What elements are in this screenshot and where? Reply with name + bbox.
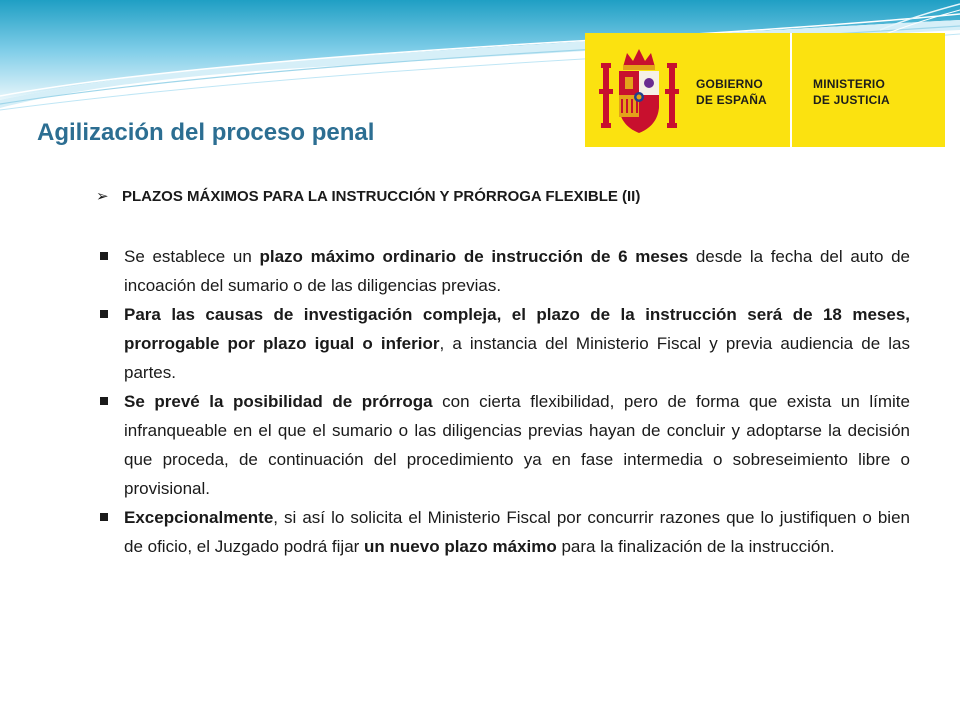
bullet-bold-1: Para las causas de investigación compleja, el plazo de la instrucción será de 18 meses, prorrogable por plazo igual o inferior [124,305,910,353]
logo-gobierno-text [696,76,767,108]
section-heading [96,187,916,205]
arrow-bullet-icon: ➢ [96,188,109,205]
list-item [100,503,910,561]
bullet-bold-1: Se prevé la posibilidad de prórroga [124,392,433,411]
bullet-text-1: , a instancia del Ministerio Fiscal y previa audiencia de las partes. [124,334,911,382]
bullet-list [100,242,910,561]
logo-ministerio-line1: MINISTERIO [813,77,886,91]
logo-divider [790,33,792,147]
list-item [100,242,910,300]
bullet-text-1: Se establece un [124,247,260,266]
list-item [100,387,910,503]
coat-of-arms-icon [599,45,679,139]
page-title: Agilización del proceso penal [37,119,375,146]
government-logo [585,33,945,147]
bullet-text-1: , si así lo solicita el Ministerio Fiscal por concurrir razones que lo justifiquen o bien de oficio, el Juzgado podrá fijar [124,508,910,556]
logo-gobierno-line2: DE ESPAÑA [696,93,767,107]
bullet-text-1: con cierta flexibilidad, pero de forma que exista un límite infranqueable en el que el sumario o las diligencias previas hayan de concluir y adoptarse la decisión que proceda, de continuación del procedimiento ya en fase intermedia o sobreseimiento libre o provisional. [124,392,910,498]
logo-ministerio-line2: DE JUSTICIA [813,93,890,107]
logo-gobierno-line1: GOBIERNO [696,77,763,91]
section-heading-text: PLAZOS MÁXIMOS PARA LA INSTRUCCIÓN Y PRÓRROGA FLEXIBLE (II) [122,187,641,205]
bullet-text-2: para la finalización de la instrucción. [556,537,835,556]
logo-ministerio-text [813,76,890,108]
bullet-bold-2: plazo máximo ordinario de instrucción de 6 meses [259,247,689,266]
bullet-text-2: desde la fecha del auto de incoación del sumario o de las diligencias previas. [124,247,910,295]
bullet-bold-2: un nuevo plazo máximo [364,537,557,556]
list-item [100,300,910,387]
bullet-bold-1: Excepcionalmente [124,508,274,527]
